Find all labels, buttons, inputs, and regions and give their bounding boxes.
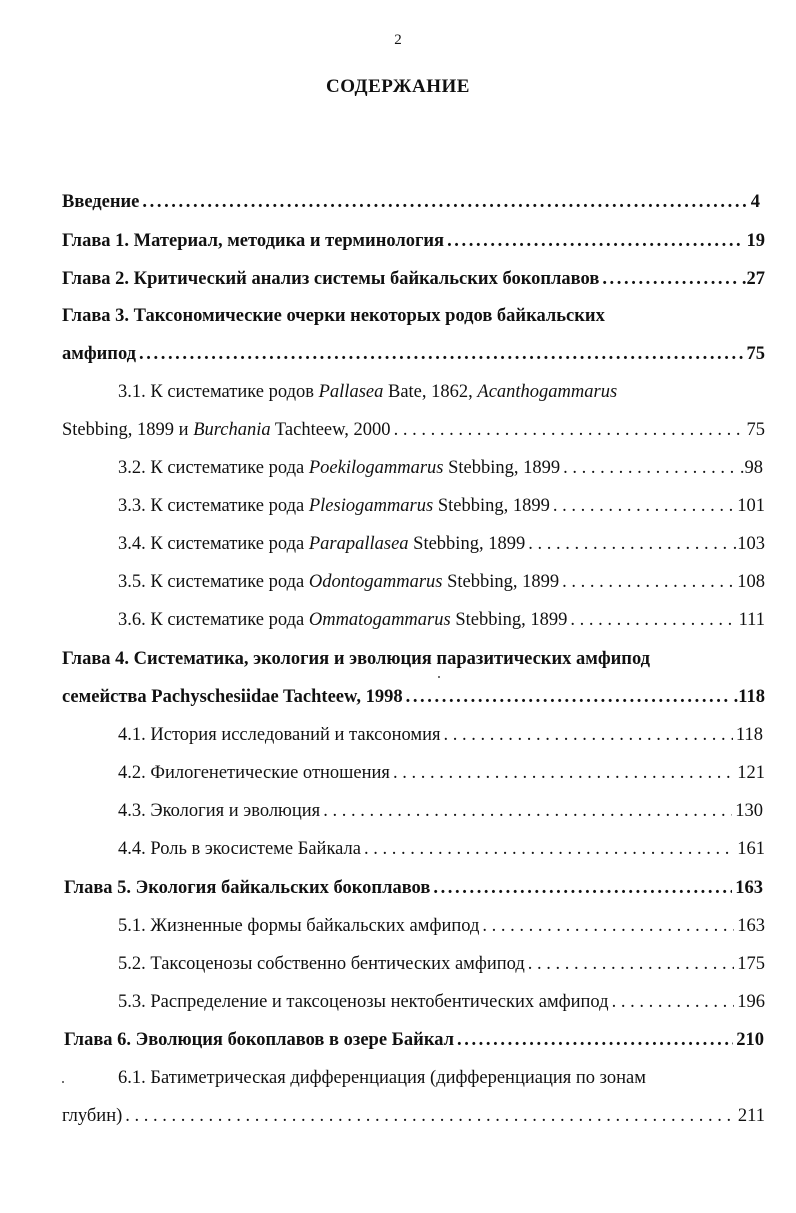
toc-entry-6-1-line2[interactable]	[62, 1103, 765, 1129]
dot-leader	[125, 1103, 735, 1129]
toc-entry-page: 121	[737, 763, 765, 783]
toc-entry-title: 6.1. Батиметрическая дифференциация (дифференциация по зонам	[118, 1068, 646, 1088]
toc-entry-page: 163	[737, 916, 765, 936]
toc-entry-page: 163	[735, 878, 763, 898]
toc-entry-page: 130	[735, 801, 763, 821]
toc-entry-5-2[interactable]	[118, 951, 765, 977]
dot-leader	[457, 1027, 733, 1053]
toc-entry-3-2[interactable]	[118, 455, 763, 481]
dot-leader	[563, 455, 737, 481]
toc-entry-4-3[interactable]	[118, 798, 763, 824]
toc-text: Bate, 1862,	[383, 382, 478, 402]
toc-text: 3.4. К систематике рода	[118, 534, 309, 554]
toc-entry-title: Глава 6. Эволюция бокоплавов в озере Байкал	[64, 1030, 454, 1050]
toc-entry-chapter-4-line1[interactable]	[62, 646, 765, 672]
toc-entry-title: 4.1. История исследований и таксономия	[118, 725, 441, 745]
toc-entry-title-cont	[62, 417, 391, 443]
toc-entry-title	[118, 455, 560, 481]
toc-entry-4-4[interactable]	[118, 836, 765, 862]
toc-entry-page: 4	[750, 192, 760, 212]
toc-entry-page: 210	[736, 1030, 764, 1050]
toc-entry-chapter-3-line1[interactable]	[62, 303, 765, 329]
page-number: 2	[394, 32, 402, 48]
toc-entry-chapter-2[interactable]	[62, 266, 765, 292]
toc-entry-title: 5.1. Жизненные формы байкальских амфипод	[118, 916, 480, 936]
toc-text: 3.3. К систематике рода	[118, 496, 309, 516]
genus-name: Parapallasea	[308, 534, 409, 554]
toc-entry-chapter-5[interactable]	[64, 875, 763, 901]
toc-text: Stebbing, 1899 и	[62, 420, 194, 440]
toc-entry-title	[118, 607, 567, 633]
toc-entry-title-cont: семейства Pachyschesiidae Tachteew, 1998	[62, 687, 403, 707]
toc-text: Stebbing, 1899	[442, 572, 560, 592]
toc-entry-page: 161	[737, 839, 765, 859]
toc-entry-page: .118	[733, 687, 765, 707]
dot-leader	[323, 798, 732, 824]
toc-entry-title: 4.2. Филогенетические отношения	[118, 763, 390, 783]
dot-leader	[447, 228, 743, 254]
toc-entry-title: Глава 4. Систематика, экология и эволюция паразитических амфипод	[62, 649, 651, 669]
toc-text: 3.5. К систематике рода	[118, 572, 309, 592]
toc-entry-5-1[interactable]	[118, 913, 765, 939]
dot-leader	[612, 989, 735, 1015]
toc-entry-title: Глава 3. Таксономические очерки некоторых родов байкальских	[62, 306, 605, 326]
toc-text: 3.1. К систематике родов	[118, 382, 319, 402]
toc-entry-title: Введение	[62, 192, 140, 212]
toc-entry-4-2[interactable]	[118, 760, 765, 786]
dot-leader	[444, 722, 733, 748]
toc-entry-3-6[interactable]	[118, 607, 765, 633]
dot-leader	[393, 760, 734, 786]
genus-name: Burchania	[193, 420, 271, 440]
toc-entry-title: 5.2. Таксоценозы собственно бентических амфипод	[118, 954, 525, 974]
toc-entry-chapter-4-line2[interactable]	[62, 684, 765, 710]
page-title: СОДЕРЖАНИЕ	[326, 76, 470, 97]
toc-entry-page: 101	[737, 496, 765, 516]
toc-entry-title: 5.3. Распределение и таксоценозы нектобентических амфипод	[118, 992, 609, 1012]
toc-entry-page: 75	[746, 420, 765, 440]
toc-entry-page: 118	[735, 725, 763, 745]
toc-entry-title-cont: амфипод	[62, 344, 137, 364]
toc-entry-title: 4.3. Экология и эволюция	[118, 801, 321, 821]
toc-entry-page: .98	[739, 458, 763, 478]
dot-leader	[553, 493, 734, 519]
dot-leader	[602, 266, 739, 292]
toc-entry-page: 111	[738, 610, 765, 630]
genus-name: Ommatogammarus	[308, 610, 451, 630]
genus-name: Pallasea	[318, 382, 384, 402]
toc-entry-title	[118, 569, 559, 595]
toc-entry-3-4[interactable]	[118, 531, 765, 557]
genus-name: Plesiogammarus	[308, 496, 434, 516]
dot-leader	[142, 189, 747, 215]
genus-name: Poekilogammarus	[308, 458, 444, 478]
dot-leader	[139, 341, 743, 367]
toc-entry-page: 108	[737, 572, 765, 592]
toc-entry-chapter-6[interactable]	[64, 1027, 764, 1053]
toc-entry-page: .27	[741, 269, 765, 289]
toc-entry-page: 211	[737, 1106, 765, 1126]
toc-entry-title: 4.4. Роль в экосистеме Байкала	[118, 839, 361, 859]
toc-entry-page: 196	[737, 992, 765, 1012]
toc-text: 3.2. К систематике рода	[118, 458, 309, 478]
toc-entry-chapter-3-line2[interactable]	[62, 341, 765, 367]
toc-entry-page: 19	[746, 231, 765, 251]
toc-text: Stebbing, 1899	[450, 610, 568, 630]
dot-leader	[562, 569, 734, 595]
dot-leader	[433, 875, 732, 901]
dot-leader	[570, 607, 735, 633]
toc-entry-6-1-line1[interactable]	[118, 1065, 765, 1091]
toc-entry-3-5[interactable]	[118, 569, 765, 595]
toc-text: Tachteew, 2000	[270, 420, 391, 440]
dot-leader	[394, 417, 744, 443]
toc-entry-title: Глава 2. Критический анализ системы байкальских бокоплавов	[62, 269, 600, 289]
dot-leader	[364, 836, 734, 862]
toc-text: 3.6. К систематике рода	[118, 610, 309, 630]
toc-entry-title	[118, 493, 550, 519]
scan-speck	[62, 1081, 64, 1083]
toc-entry-3-1-line2[interactable]	[62, 417, 765, 443]
toc-entry-5-3[interactable]	[118, 989, 765, 1015]
toc-entry-intro[interactable]	[62, 189, 760, 215]
toc-entry-page: 175	[737, 954, 765, 974]
toc-entry-title	[118, 531, 525, 557]
toc-text: Stebbing, 1899	[433, 496, 550, 516]
genus-name: Acanthogammarus	[477, 382, 618, 402]
toc-entry-title	[118, 379, 617, 405]
dot-leader	[482, 913, 734, 939]
toc-text: Stebbing, 1899	[408, 534, 526, 554]
genus-name: Odontogammarus	[308, 572, 443, 592]
toc-text: Stebbing, 1899	[443, 458, 561, 478]
toc-entry-title: Глава 1. Материал, методика и терминология	[62, 231, 445, 251]
toc-entry-3-1-line1[interactable]	[118, 379, 765, 405]
dot-leader	[528, 531, 729, 557]
toc-entry-chapter-1[interactable]	[62, 228, 765, 254]
dot-leader	[406, 684, 731, 710]
toc-entry-page: 75	[746, 344, 765, 364]
toc-entry-page: .103	[732, 534, 765, 554]
toc-entry-3-3[interactable]	[118, 493, 765, 519]
toc-entry-title: Глава 5. Экология байкальских бокоплавов	[64, 878, 431, 898]
dot-leader	[528, 951, 734, 977]
toc-entry-title-cont: глубин)	[62, 1106, 123, 1126]
toc-entry-4-1[interactable]	[118, 722, 763, 748]
scan-speck	[438, 676, 440, 678]
